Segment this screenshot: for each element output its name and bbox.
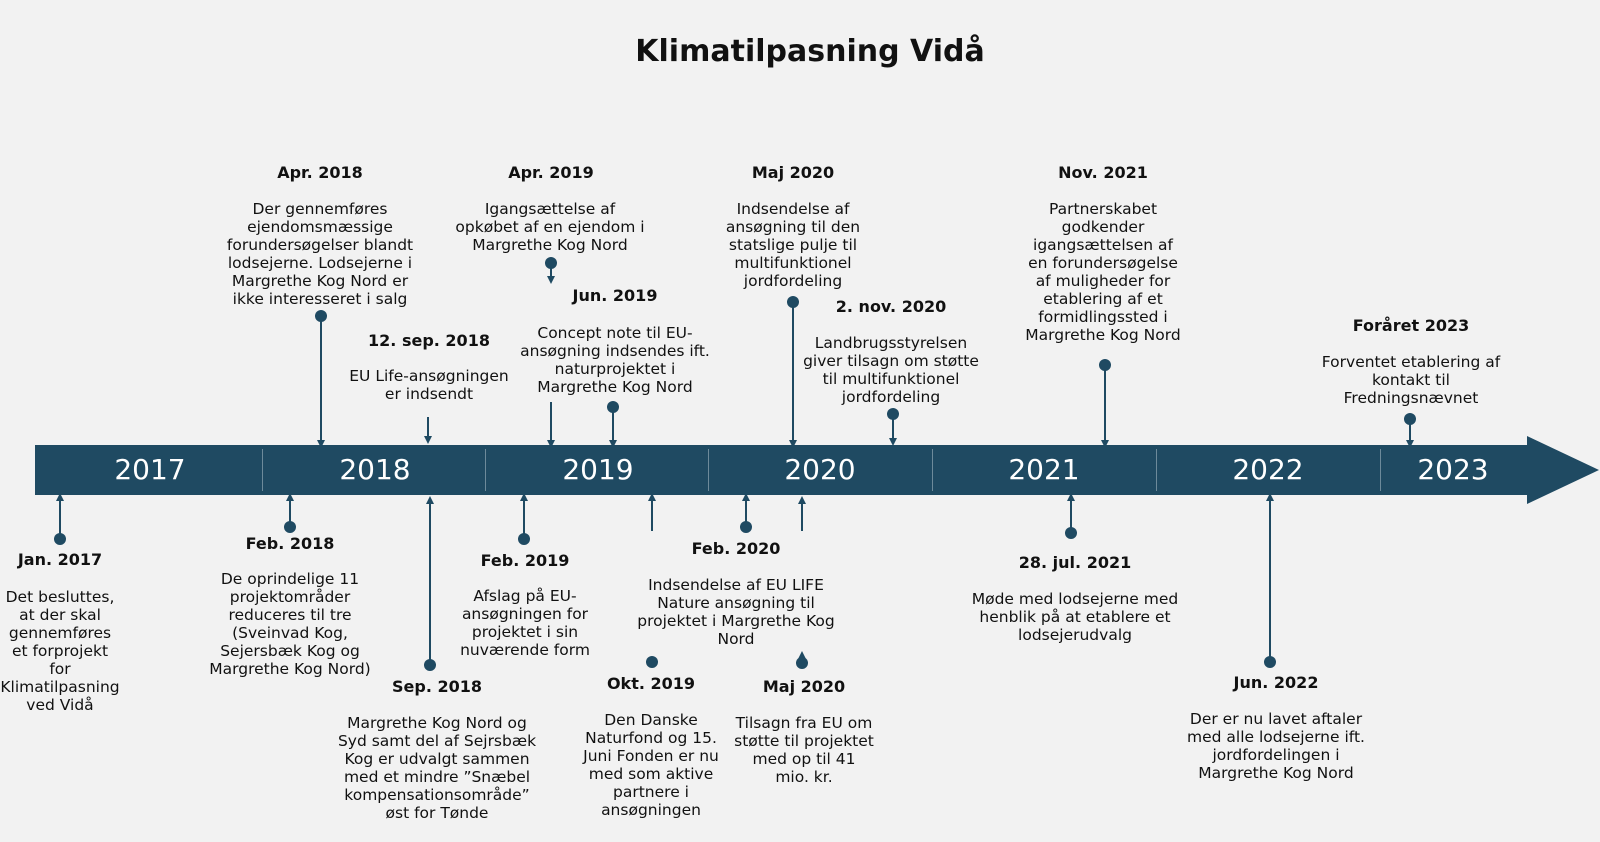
event-dot: [1099, 359, 1111, 371]
event-date: Jan. 2017: [17, 550, 103, 569]
event-text: Der er nu lavet aftaler med alle lodsejerne ift. jordfordelingen i Margrethe Kog Nord: [1187, 710, 1365, 782]
event-dot: [1404, 413, 1416, 425]
event-date: 2. nov. 2020: [835, 297, 947, 316]
event-dot: [796, 657, 808, 669]
event-dot: [54, 533, 66, 545]
event-dot: [787, 296, 799, 308]
year-separator: [932, 449, 933, 491]
year-separator: [485, 449, 486, 491]
event-text: Igangsættelse af opkøbet af en ejendom i Margrethe Kog Nord: [455, 200, 645, 254]
year-label: 2023: [1417, 453, 1489, 486]
event-text: Partnerskabet godkender igangsættelsen af en forundersøgelse af muligheder for etablering af et formidlingssted i Margrethe Kog Nord: [1025, 200, 1181, 344]
event-text: Landbrugsstyrelsen giver tilsagn om støtte til multifunktionel jordfordeling: [803, 334, 979, 406]
event-date: Feb. 2018: [245, 534, 335, 553]
event-date: Feb. 2019: [480, 551, 570, 570]
event-text: Forventet etablering af kontakt til Fredningsnævnet: [1321, 353, 1501, 407]
event-dot: [887, 408, 899, 420]
year-label: 2018: [339, 453, 411, 486]
event-text: Møde med lodsejerne med henblik på at etablere et lodsejerudvalg: [971, 590, 1179, 644]
year-label: 2019: [562, 453, 634, 486]
event-dot: [424, 659, 436, 671]
event-date: Nov. 2021: [1058, 163, 1148, 182]
event-date: Feb. 2020: [691, 539, 781, 558]
year-label: 2022: [1232, 453, 1304, 486]
event-date: Apr. 2018: [277, 163, 363, 182]
event-date: Jun. 2022: [1233, 673, 1319, 692]
event-text: EU Life-ansøgningen er indsendt: [349, 367, 509, 403]
event-dot: [284, 521, 296, 533]
event-text: Indsendelse af EU LIFE Nature ansøgning til projektet i Margrethe Kog Nord: [637, 576, 835, 648]
event-date: Foråret 2023: [1352, 316, 1470, 335]
year-label: 2017: [114, 453, 186, 486]
year-separator: [708, 449, 709, 491]
event-date: Okt. 2019: [606, 674, 696, 693]
year-separator: [1380, 449, 1381, 491]
event-dot: [518, 533, 530, 545]
event-dot: [740, 521, 752, 533]
event-date: Sep. 2018: [391, 677, 482, 696]
event-date: Apr. 2019: [508, 163, 594, 182]
diagram-title: Klimatilpasning Vidå: [635, 34, 985, 69]
event-text: Den Danske Naturfond og 15. Juni Fonden er nu med som aktive partnere i ansøgningen: [583, 711, 719, 819]
event-text: Tilsagn fra EU om støtte til projektet med op til 41 mio. kr.: [734, 714, 874, 786]
event-text: Det besluttes, at der skal gennemføres et forprojekt for Klimatilpasning ved Vidå: [0, 588, 120, 714]
event-text: Der gennemføres ejendomsmæssige forundersøgelser blandt lodsejerne. Lodsejerne i Margrethe Kog Nord er ikke interesseret i salg: [226, 200, 414, 308]
event-dot: [315, 310, 327, 322]
event-dot: [646, 656, 658, 668]
year-label: 2020: [784, 453, 856, 486]
event-text: Margrethe Kog Nord og Syd samt del af Sejrsbæk Kog er udvalgt sammen med et mindre ”Snæbel kompensationsområde” øst for Tønde: [337, 714, 537, 822]
event-text: Concept note til EU-ansøgning indsendes ift. naturprojektet i Margrethe Kog Nord: [520, 324, 710, 396]
event-date: Maj 2020: [762, 677, 846, 696]
event-dot: [1065, 527, 1077, 539]
year-separator: [1156, 449, 1157, 491]
event-date: Maj 2020: [751, 163, 835, 182]
event-date: 28. jul. 2021: [1018, 553, 1132, 572]
event-date: Jun. 2019: [572, 286, 658, 305]
event-dot: [1264, 656, 1276, 668]
timeline-arrowhead: [1527, 436, 1599, 504]
year-label: 2021: [1008, 453, 1080, 486]
event-date: 12. sep. 2018: [368, 331, 490, 350]
event-text: Indsendelse af ansøgning til den statslige pulje til multifunktionel jordfordeling: [725, 200, 861, 290]
year-separator: [262, 449, 263, 491]
event-dot: [607, 401, 619, 413]
event-text: Afslag på EU-ansøgningen for projektet i sin nuværende form: [460, 587, 590, 659]
event-dot: [545, 257, 557, 269]
event-text: De oprindelige 11 projektområder reduceres til tre (Sveinvad Kog, Sejersbæk Kog og Margrethe Kog Nord): [209, 570, 371, 678]
